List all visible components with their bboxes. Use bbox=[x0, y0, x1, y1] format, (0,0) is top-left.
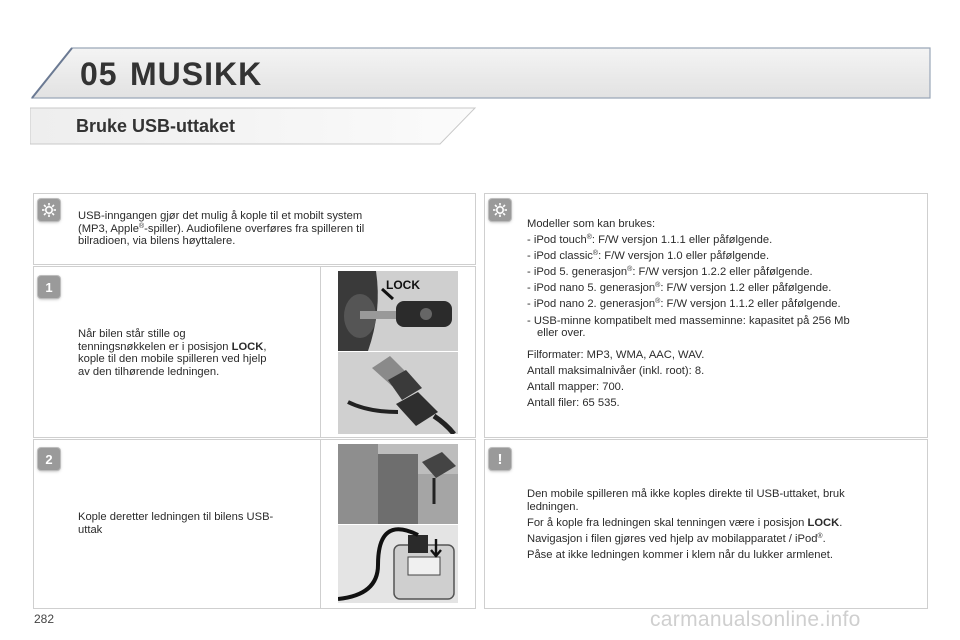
usb-socket-photo bbox=[338, 525, 458, 603]
intro-line-2 bbox=[78, 223, 458, 236]
model-item-detail: : F/W versjon 1.1.1 eller påfølgende. bbox=[591, 234, 773, 247]
section-title: Bruke USB-uttaket bbox=[76, 116, 236, 136]
intro-line-1: USB-inngangen gjør det mulig å kople til et mobilt system bbox=[78, 210, 363, 222]
registered-mark: ® bbox=[817, 532, 823, 540]
page-number: 282 bbox=[34, 612, 55, 626]
warning-line-2a: For å kople fra ledningen skal tenningen være i posisjon bbox=[527, 516, 808, 529]
model-item bbox=[527, 298, 917, 311]
model-item-detail: : F/W versjon 1.2.2 eller påfølgende. bbox=[632, 266, 813, 279]
model-item-name: - iPod touch bbox=[527, 234, 587, 247]
model-item bbox=[527, 250, 917, 263]
max-folders: Antall mapper: 700. bbox=[527, 380, 625, 393]
warning-line-1b: ledningen. bbox=[527, 500, 579, 513]
watermark: carmanualsonline.info bbox=[650, 608, 861, 631]
armrest-photo bbox=[338, 444, 458, 524]
step2-divider bbox=[320, 439, 321, 609]
max-levels: Antall maksimalnivåer (inkl. root): 8. bbox=[527, 364, 705, 377]
step1-line-2a: tenningsnøkkelen er i posisjon bbox=[78, 340, 232, 353]
file-formats: Filformater: MP3, WMA, AAC, WAV. bbox=[527, 348, 705, 361]
warning-line-3a: Navigasjon i filen gjøres ved hjelp av mobilapparatet / iPod bbox=[527, 532, 818, 545]
step2-line-2: uttak bbox=[78, 523, 103, 536]
model-item-detail: : F/W versjon 1.1.2 eller påfølgende. bbox=[660, 298, 841, 311]
registered-mark: ® bbox=[586, 234, 592, 242]
chapter-number: 05 bbox=[80, 56, 118, 92]
step1-line-2c: , bbox=[263, 340, 267, 353]
intro-line-3: bilradioen, via bilens høyttalere. bbox=[78, 235, 236, 248]
registered-mark: ® bbox=[655, 298, 661, 306]
usb-socket-illustration bbox=[338, 525, 458, 603]
model-item-name: - iPod nano 5. generasjon bbox=[527, 282, 656, 295]
model-item-name: - iPod 5. generasjon bbox=[527, 266, 628, 279]
warning-icon: ! bbox=[489, 448, 511, 470]
model-item-detail: : F/W versjon 1.0 eller påfølgende. bbox=[598, 250, 770, 263]
model-item bbox=[527, 315, 917, 328]
lock-word: LOCK bbox=[807, 516, 840, 529]
gear-icon bbox=[489, 199, 511, 221]
max-files: Antall filer: 65 535. bbox=[527, 397, 620, 410]
step2-number-badge: 2 bbox=[38, 448, 60, 470]
step1-number-badge: 1 bbox=[38, 276, 60, 298]
intro-text bbox=[78, 210, 458, 248]
intro-line-2b: -spiller). Audiofilene overføres fra spilleren til bbox=[144, 222, 365, 235]
usb-cable-photo bbox=[338, 352, 458, 434]
step1-line-4: av den tilhørende ledningen. bbox=[78, 365, 220, 378]
warning-line-4: Påse at ikke ledningen kommer i klem når du lukker armlenet. bbox=[527, 548, 833, 561]
registered-mark: ® bbox=[627, 266, 633, 274]
warning-line-3b: . bbox=[822, 532, 826, 545]
usb-cable-illustration bbox=[338, 352, 458, 434]
model-item-name: - iPod nano 2. generasjon bbox=[527, 298, 656, 311]
model-item bbox=[527, 266, 917, 279]
model-item bbox=[527, 282, 917, 295]
step1-divider bbox=[320, 266, 321, 438]
models-heading: Modeller som kan brukes: bbox=[527, 218, 656, 230]
lock-label: LOCK bbox=[386, 278, 420, 292]
step1-line-2 bbox=[78, 341, 318, 354]
step1-line-1: Når bilen står stille og bbox=[78, 328, 186, 340]
ignition-key-photo bbox=[338, 271, 458, 351]
chapter-title: MUSIKK bbox=[130, 56, 263, 92]
model-item-name: - iPod classic bbox=[527, 250, 593, 263]
gear-icon bbox=[38, 199, 60, 221]
warning-line-2c: . bbox=[839, 516, 843, 529]
model-item-detail: : F/W versjon 1.2 eller påfølgende. bbox=[660, 282, 832, 295]
registered-mark: ® bbox=[655, 282, 661, 290]
step2-line-1: Kople deretter ledningen til bilens USB- bbox=[78, 511, 274, 523]
warning-line-1a: Den mobile spilleren må ikke koples direkte til USB-uttaket, bruk bbox=[527, 488, 845, 500]
step1-line-3: kople til den mobile spilleren ved hjelp bbox=[78, 353, 267, 366]
model-item-continuation: eller over. bbox=[537, 327, 586, 340]
models-text bbox=[527, 218, 917, 413]
intro-line-2a: (MP3, Apple bbox=[78, 222, 139, 235]
registered-mark: ® bbox=[592, 250, 599, 258]
step1-text bbox=[78, 328, 318, 378]
registered-mark: ® bbox=[138, 222, 145, 230]
warning-line-2 bbox=[527, 517, 917, 530]
step2-text bbox=[78, 511, 318, 536]
armrest-illustration bbox=[338, 444, 458, 524]
lock-word: LOCK bbox=[231, 340, 264, 353]
model-item bbox=[527, 234, 917, 247]
warning-line-3 bbox=[527, 533, 917, 546]
model-item-name: - USB-minne kompatibelt med masseminne: kapasitet på 256 Mb bbox=[527, 314, 850, 327]
warning-text bbox=[527, 488, 917, 565]
